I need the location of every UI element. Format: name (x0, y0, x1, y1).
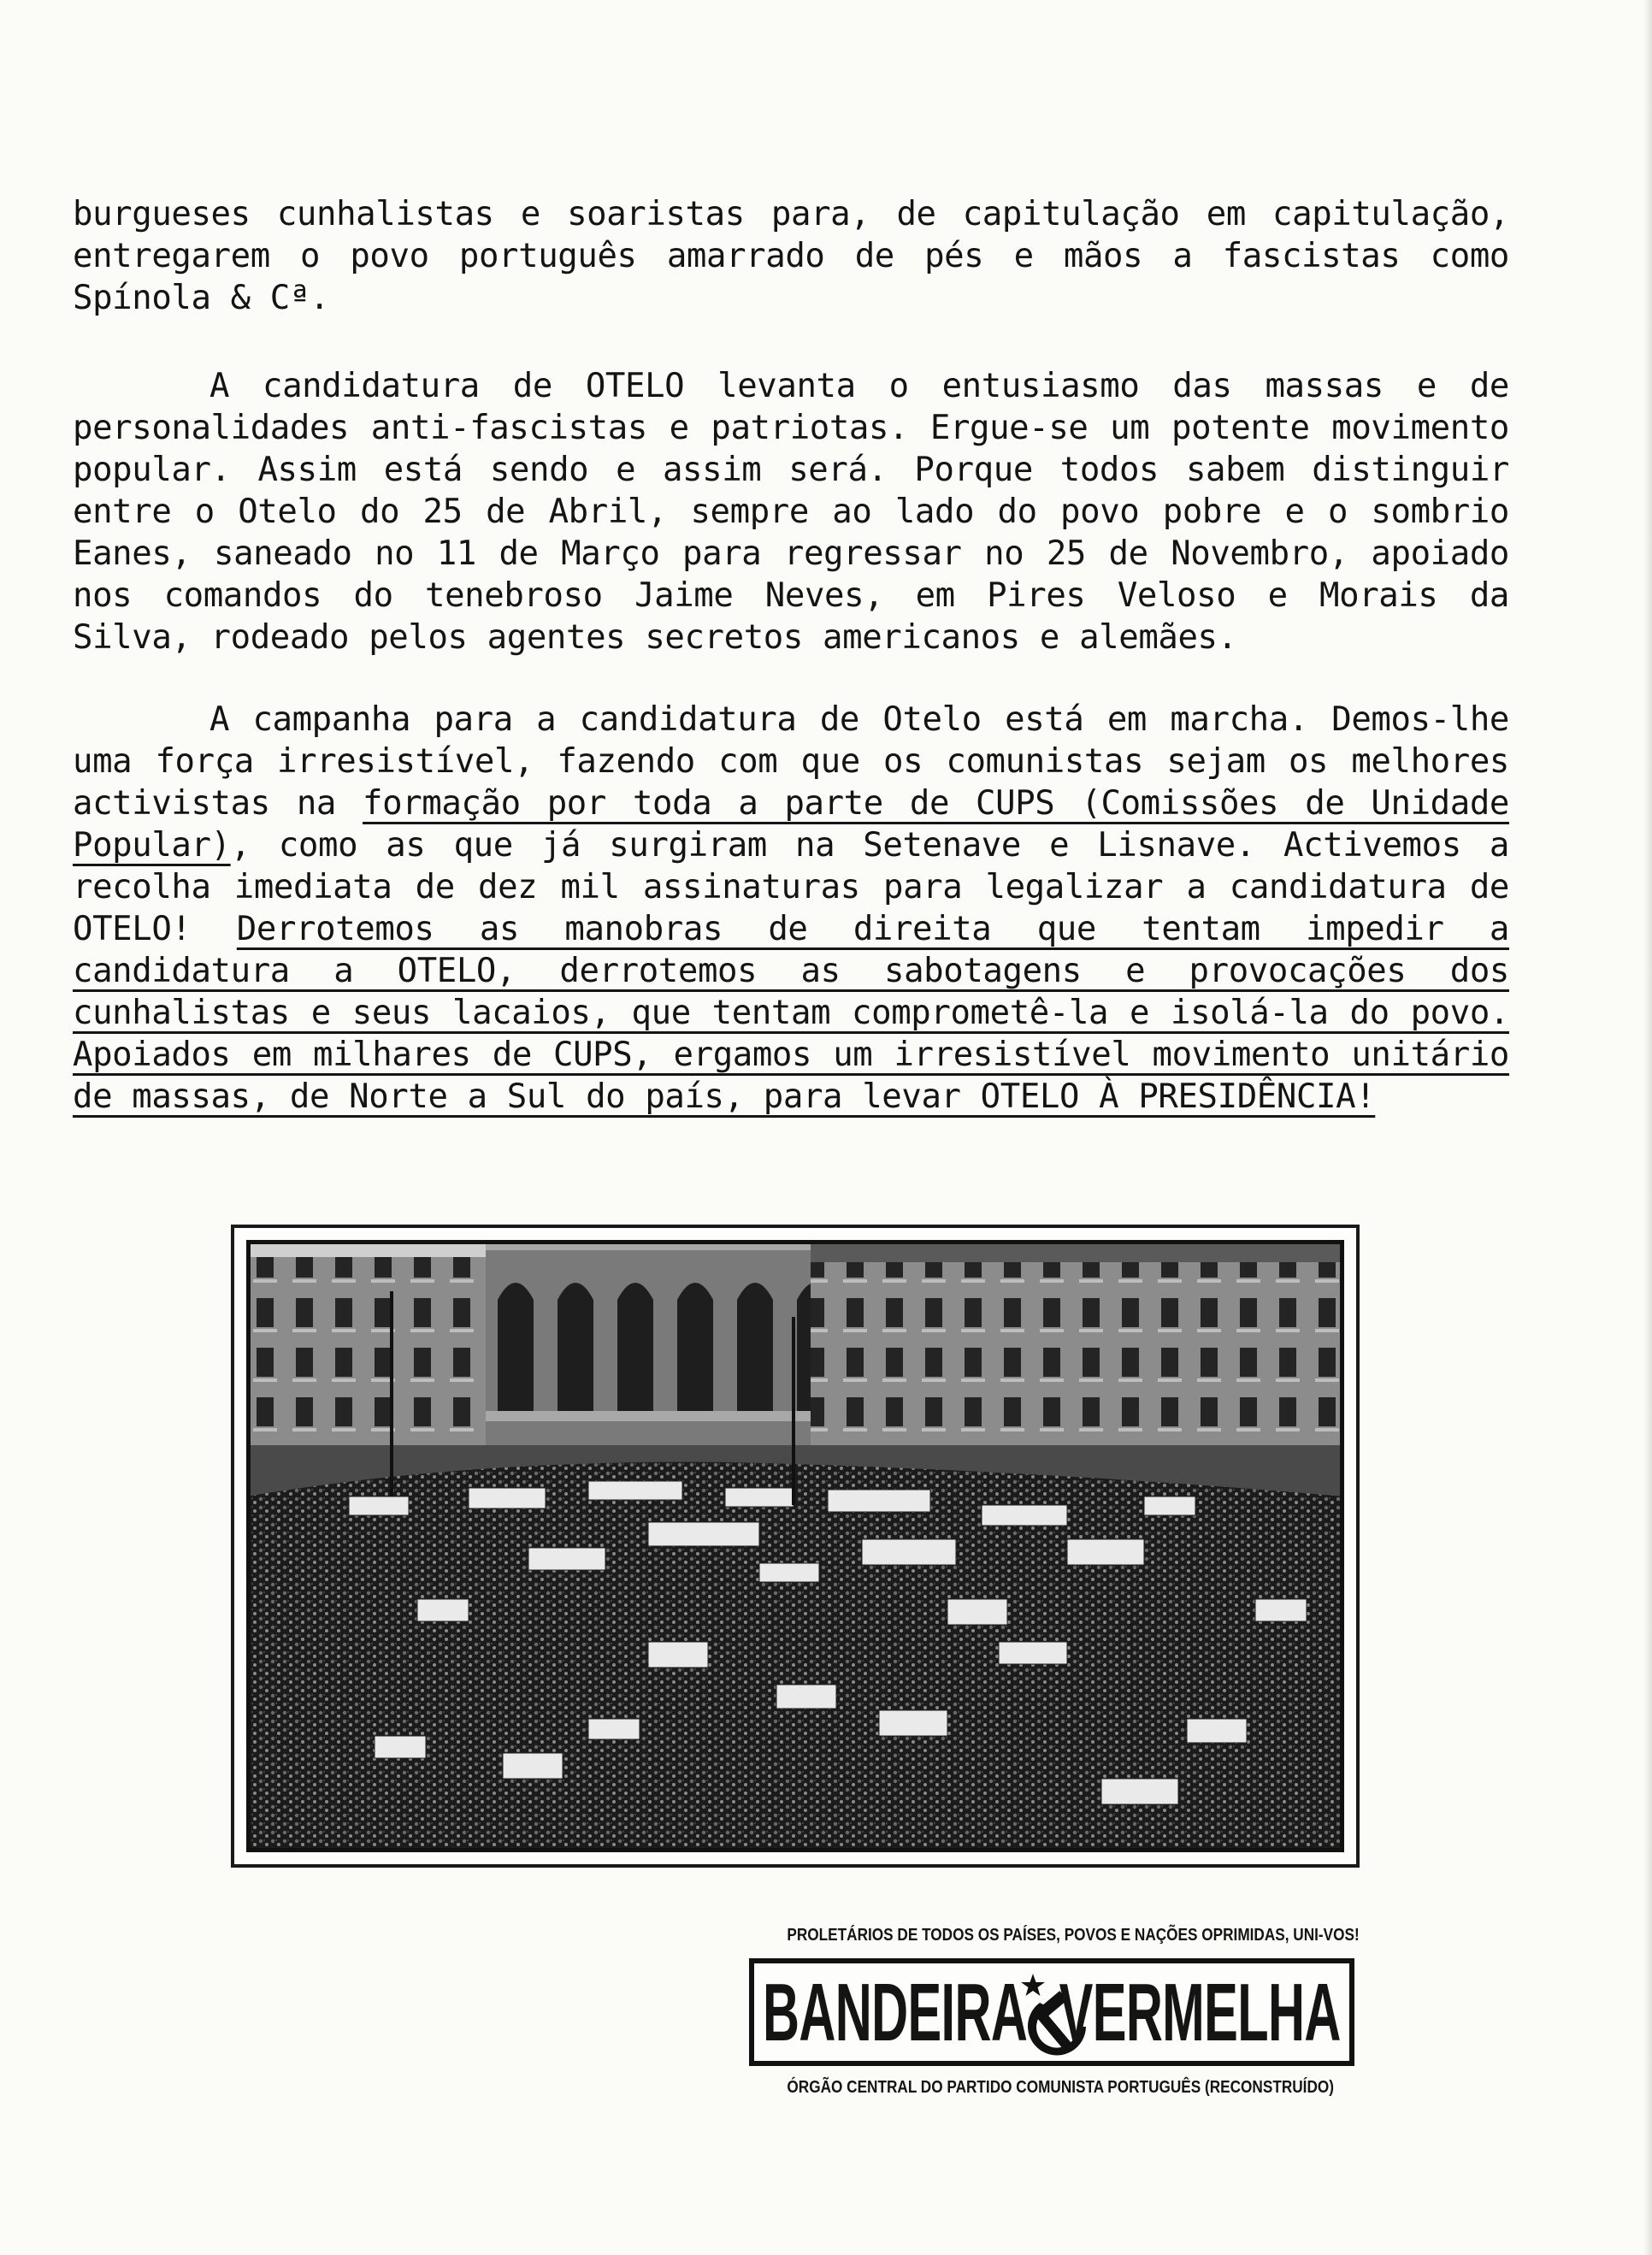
crowd-photo-illustration (246, 1240, 1344, 1852)
masthead-title-left: BANDEIRA (763, 1967, 1028, 2058)
scan-edge (1643, 0, 1652, 2255)
masthead-motto: PROLETÁRIOS DE TODOS OS PAÍSES, POVOS E NAÇÕES OPRIMIDAS, UNI-VOS! (787, 1926, 1360, 1945)
paragraph-3-part-a: A campanha para a candidatura de Otelo está em marcha. Demos-lhe uma força irresistível, fazendo com que os comunistas sejam os melhores activistas na (73, 700, 1509, 823)
paragraph-3-part-c: , como as que já surgiram na Setenave e Lisnave. Activemos a recolha imediata de dez mil assinaturas para legalizar a candidatura de OTELO! (73, 826, 1509, 948)
photo-frame (231, 1225, 1360, 1868)
paragraph-2 (73, 365, 1509, 658)
paragraph-3-underlined-call: Derrotemos as manobras de direita que tentam impedir a candidatura a OTELO, derrotemos as sabotagens e provocações dos cunhalistas e seus lacaios, que tentam comprometê-la e isolá-la do povo. Apoiados em milhares de CUPS, ergamos um irresistível movimento unitário de massas, de Norte a Sul do país, para levar OTELO À PRESIDÊNCIA! (73, 910, 1509, 1116)
paragraph-3-underlined-cups: formação por toda a parte de CUPS (Comissões de Unidade Popular) (73, 784, 1509, 865)
paragraph-2-text: A candidatura de OTELO levanta o entusiasmo das massas e de personalidades anti-fascistas e patriotas. Ergue-se um potente movimento popular. Assim está sendo e assim será. Porque todos sabem distinguir entre o Otelo do 25 de Abril, sempre ao lado do povo pobre e o sombrio Eanes, saneado no 11 de Março para regressar no 25 de Novembro, apoiado nos comandos do tenebroso Jaime Neves, em Pires Veloso e Morais da Silva, rodeado pelos agentes secretos americanos e alemães. (73, 367, 1509, 657)
masthead-subtitle: ÓRGÃO CENTRAL DO PARTIDO COMUNISTA PORTUGUÊS (RECONSTRUÍDO) (787, 2078, 1334, 2097)
paragraph-3 (73, 699, 1509, 1118)
paragraph-1 (73, 193, 1509, 319)
masthead (744, 1916, 1360, 2112)
masthead-title-right: VERMELHA (1059, 1967, 1341, 2058)
masthead-logo (749, 1958, 1354, 2066)
crowd (246, 1462, 1344, 1852)
paragraph-3-text (73, 699, 1509, 1118)
crowd-demonstration-photo (246, 1240, 1344, 1852)
paragraph-1-text: burgueses cunhalistas e soaristas para, de capitulação em capitulação, entregarem o povo português amarrado de pés e mãos a fascistas como Spínola & Cª. (73, 195, 1509, 317)
